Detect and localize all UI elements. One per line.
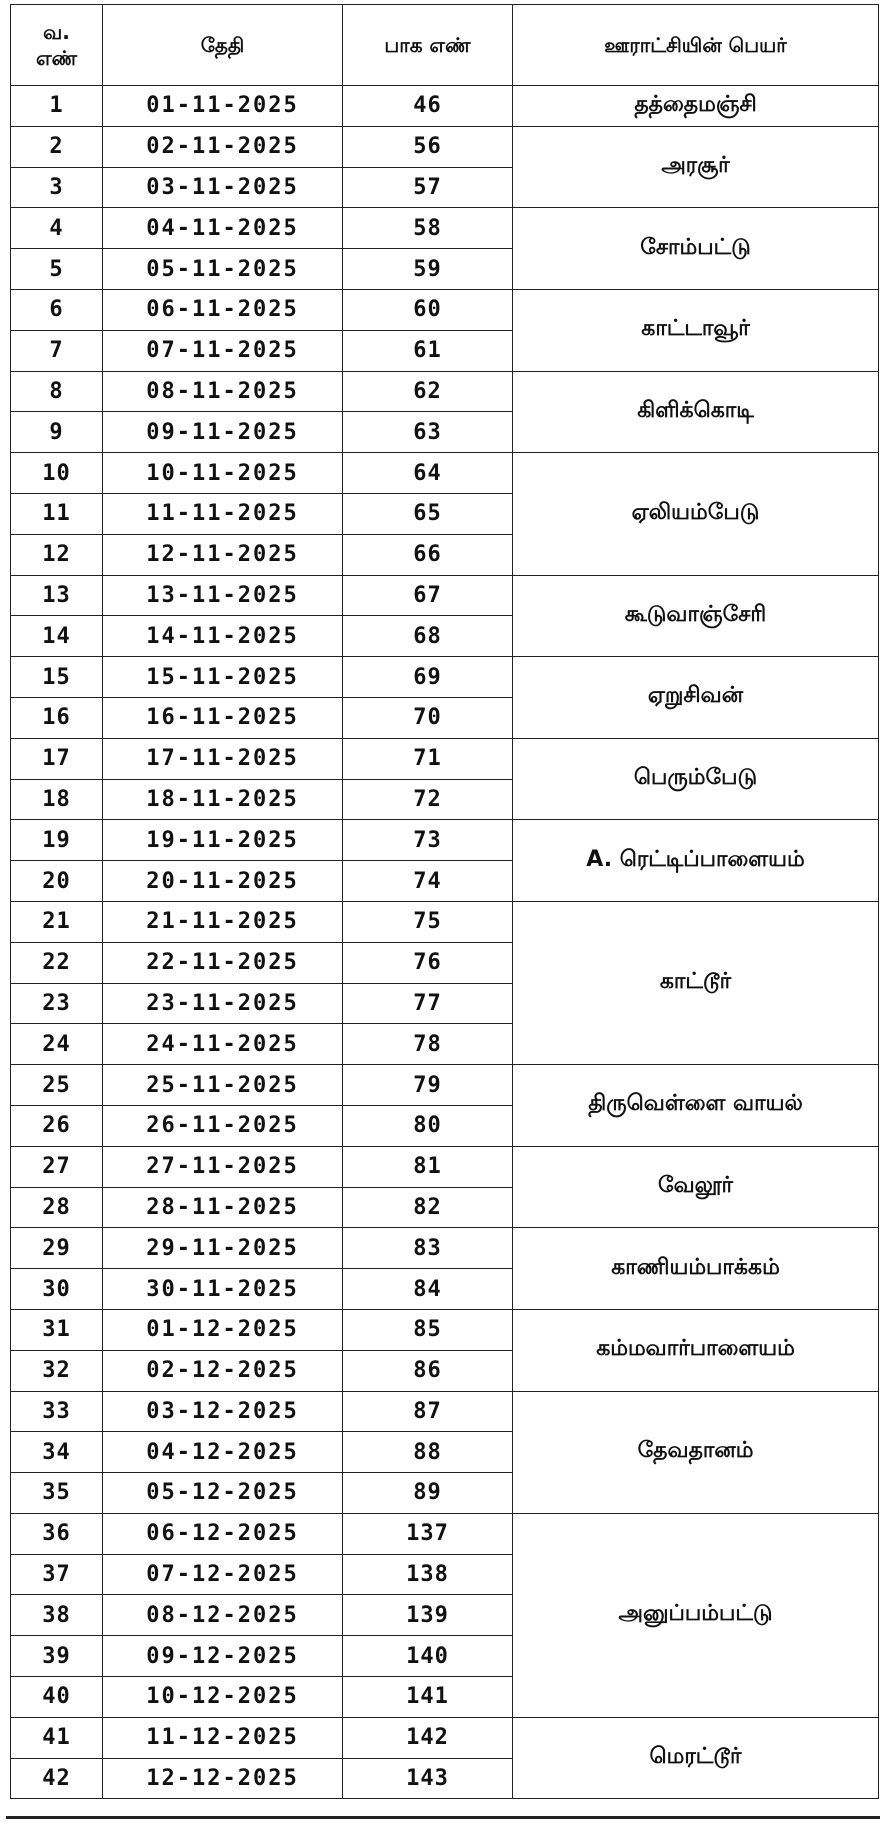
serial-number-cell: 37 [11, 1554, 103, 1595]
table-row [11, 86, 879, 127]
table-row [11, 126, 879, 167]
table-row [11, 1309, 879, 1350]
panchayat-name-cell: அனுப்பம்பட்டு [513, 1513, 879, 1717]
serial-number-cell: 28 [11, 1187, 103, 1228]
serial-number-cell: 22 [11, 942, 103, 983]
date-cell: 05-11-2025 [103, 249, 343, 290]
part-number-cell: 75 [343, 901, 513, 942]
date-cell: 13-11-2025 [103, 575, 343, 616]
date-cell: 24-11-2025 [103, 1024, 343, 1065]
part-number-cell: 142 [343, 1717, 513, 1758]
header-part-number: பாக எண் [343, 5, 513, 86]
serial-number-cell: 13 [11, 575, 103, 616]
serial-number-cell: 24 [11, 1024, 103, 1065]
serial-number-cell: 5 [11, 249, 103, 290]
panchayat-name-cell: A. ரெட்டிப்பாளையம் [513, 820, 879, 902]
part-number-cell: 139 [343, 1595, 513, 1636]
date-cell: 10-11-2025 [103, 453, 343, 494]
serial-number-cell: 10 [11, 453, 103, 494]
serial-number-cell: 21 [11, 901, 103, 942]
part-number-cell: 57 [343, 167, 513, 208]
table-row [11, 1146, 879, 1187]
date-cell: 25-11-2025 [103, 1065, 343, 1106]
date-cell: 03-11-2025 [103, 167, 343, 208]
part-number-cell: 63 [343, 412, 513, 453]
part-number-cell: 68 [343, 616, 513, 657]
panchayat-name-cell: காட்டூர் [513, 901, 879, 1064]
date-cell: 10-12-2025 [103, 1677, 343, 1718]
part-number-cell: 72 [343, 779, 513, 820]
part-number-cell: 79 [343, 1065, 513, 1106]
panchayat-name-cell: அரசூர் [513, 126, 879, 208]
part-number-cell: 60 [343, 289, 513, 330]
header-date: தேதி [103, 5, 343, 86]
part-number-cell: 66 [343, 534, 513, 575]
part-number-cell: 73 [343, 820, 513, 861]
date-cell: 04-12-2025 [103, 1432, 343, 1473]
panchayat-name-cell: சோம்பட்டு [513, 208, 879, 290]
panchayat-name-cell: தேவதானம் [513, 1391, 879, 1513]
serial-number-cell: 41 [11, 1717, 103, 1758]
table-header [11, 5, 879, 86]
header-panchayat-name: ஊராட்சியின் பெயர் [513, 5, 879, 86]
serial-number-cell: 12 [11, 534, 103, 575]
part-number-cell: 141 [343, 1677, 513, 1718]
serial-number-cell: 30 [11, 1269, 103, 1310]
serial-number-cell: 38 [11, 1595, 103, 1636]
part-number-cell: 74 [343, 861, 513, 902]
part-number-cell: 89 [343, 1473, 513, 1514]
panchayat-name-cell: கூடுவாஞ்சேரி [513, 575, 879, 657]
date-cell: 08-12-2025 [103, 1595, 343, 1636]
date-cell: 02-12-2025 [103, 1350, 343, 1391]
date-cell: 04-11-2025 [103, 208, 343, 249]
part-number-cell: 137 [343, 1513, 513, 1554]
date-cell: 12-11-2025 [103, 534, 343, 575]
date-cell: 28-11-2025 [103, 1187, 343, 1228]
serial-number-cell: 32 [11, 1350, 103, 1391]
panchayat-name-cell: கம்மவார்பாளையம் [513, 1309, 879, 1391]
schedule-table [10, 4, 879, 1799]
date-cell: 12-12-2025 [103, 1758, 343, 1799]
serial-number-cell: 15 [11, 657, 103, 698]
date-cell: 17-11-2025 [103, 738, 343, 779]
bottom-divider [6, 1816, 880, 1819]
date-cell: 29-11-2025 [103, 1228, 343, 1269]
part-number-cell: 61 [343, 330, 513, 371]
date-cell: 08-11-2025 [103, 371, 343, 412]
date-cell: 18-11-2025 [103, 779, 343, 820]
serial-number-cell: 1 [11, 86, 103, 127]
date-cell: 22-11-2025 [103, 942, 343, 983]
date-cell: 11-12-2025 [103, 1717, 343, 1758]
serial-number-cell: 4 [11, 208, 103, 249]
panchayat-name-cell: ஏலியம்பேடு [513, 453, 879, 575]
table-row [11, 738, 879, 779]
part-number-cell: 67 [343, 575, 513, 616]
serial-number-cell: 35 [11, 1473, 103, 1514]
part-number-cell: 86 [343, 1350, 513, 1391]
date-cell: 09-12-2025 [103, 1636, 343, 1677]
table-body [11, 86, 879, 1799]
serial-number-cell: 20 [11, 861, 103, 902]
serial-number-cell: 18 [11, 779, 103, 820]
serial-number-cell: 9 [11, 412, 103, 453]
date-cell: 05-12-2025 [103, 1473, 343, 1514]
date-cell: 07-12-2025 [103, 1554, 343, 1595]
part-number-cell: 69 [343, 657, 513, 698]
date-cell: 15-11-2025 [103, 657, 343, 698]
serial-number-cell: 17 [11, 738, 103, 779]
part-number-cell: 140 [343, 1636, 513, 1677]
date-cell: 01-12-2025 [103, 1309, 343, 1350]
serial-number-cell: 40 [11, 1677, 103, 1718]
part-number-cell: 70 [343, 697, 513, 738]
date-cell: 03-12-2025 [103, 1391, 343, 1432]
part-number-cell: 83 [343, 1228, 513, 1269]
serial-number-cell: 19 [11, 820, 103, 861]
serial-number-cell: 16 [11, 697, 103, 738]
table-row [11, 901, 879, 942]
serial-number-cell: 23 [11, 983, 103, 1024]
table-row [11, 1391, 879, 1432]
date-cell: 21-11-2025 [103, 901, 343, 942]
serial-number-cell: 7 [11, 330, 103, 371]
part-number-cell: 78 [343, 1024, 513, 1065]
header-row [11, 5, 879, 86]
serial-number-cell: 33 [11, 1391, 103, 1432]
date-cell: 19-11-2025 [103, 820, 343, 861]
date-cell: 27-11-2025 [103, 1146, 343, 1187]
panchayat-name-cell: ஏறுசிவன் [513, 657, 879, 739]
date-cell: 30-11-2025 [103, 1269, 343, 1310]
part-number-cell: 143 [343, 1758, 513, 1799]
serial-number-cell: 14 [11, 616, 103, 657]
date-cell: 06-11-2025 [103, 289, 343, 330]
table-row [11, 289, 879, 330]
date-cell: 16-11-2025 [103, 697, 343, 738]
panchayat-name-cell: கிளிக்கொடி [513, 371, 879, 453]
panchayat-name-cell: வேலூர் [513, 1146, 879, 1228]
panchayat-name-cell: தத்தைமஞ்சி [513, 86, 879, 127]
part-number-cell: 62 [343, 371, 513, 412]
part-number-cell: 77 [343, 983, 513, 1024]
date-cell: 09-11-2025 [103, 412, 343, 453]
part-number-cell: 65 [343, 493, 513, 534]
panchayat-name-cell: திருவெள்ளை வாயல் [513, 1065, 879, 1147]
part-number-cell: 84 [343, 1269, 513, 1310]
panchayat-name-cell: காணியம்பாக்கம் [513, 1228, 879, 1310]
date-cell: 23-11-2025 [103, 983, 343, 1024]
panchayat-name-cell: காட்டாவூர் [513, 289, 879, 371]
serial-number-cell: 27 [11, 1146, 103, 1187]
part-number-cell: 58 [343, 208, 513, 249]
part-number-cell: 138 [343, 1554, 513, 1595]
date-cell: 20-11-2025 [103, 861, 343, 902]
date-cell: 14-11-2025 [103, 616, 343, 657]
part-number-cell: 88 [343, 1432, 513, 1473]
date-cell: 06-12-2025 [103, 1513, 343, 1554]
serial-number-cell: 31 [11, 1309, 103, 1350]
serial-number-cell: 2 [11, 126, 103, 167]
part-number-cell: 85 [343, 1309, 513, 1350]
table-row [11, 1513, 879, 1554]
date-cell: 07-11-2025 [103, 330, 343, 371]
table-row [11, 208, 879, 249]
part-number-cell: 64 [343, 453, 513, 494]
table-row [11, 1717, 879, 1758]
part-number-cell: 71 [343, 738, 513, 779]
serial-number-cell: 8 [11, 371, 103, 412]
table-row [11, 1065, 879, 1106]
part-number-cell: 76 [343, 942, 513, 983]
part-number-cell: 87 [343, 1391, 513, 1432]
table-row [11, 1228, 879, 1269]
serial-number-cell: 25 [11, 1065, 103, 1106]
header-serial-line1: வ. [43, 20, 70, 44]
serial-number-cell: 26 [11, 1105, 103, 1146]
date-cell: 01-11-2025 [103, 86, 343, 127]
table-row [11, 453, 879, 494]
header-serial-line2: எண் [35, 46, 78, 70]
serial-number-cell: 11 [11, 493, 103, 534]
part-number-cell: 81 [343, 1146, 513, 1187]
serial-number-cell: 36 [11, 1513, 103, 1554]
serial-number-cell: 29 [11, 1228, 103, 1269]
table-row [11, 371, 879, 412]
date-cell: 26-11-2025 [103, 1105, 343, 1146]
table-row [11, 820, 879, 861]
table-row [11, 657, 879, 698]
part-number-cell: 56 [343, 126, 513, 167]
part-number-cell: 80 [343, 1105, 513, 1146]
serial-number-cell: 3 [11, 167, 103, 208]
serial-number-cell: 39 [11, 1636, 103, 1677]
part-number-cell: 82 [343, 1187, 513, 1228]
serial-number-cell: 42 [11, 1758, 103, 1799]
date-cell: 11-11-2025 [103, 493, 343, 534]
serial-number-cell: 34 [11, 1432, 103, 1473]
table-row [11, 575, 879, 616]
panchayat-name-cell: பெரும்பேடு [513, 738, 879, 820]
date-cell: 02-11-2025 [103, 126, 343, 167]
part-number-cell: 59 [343, 249, 513, 290]
header-serial-number [11, 5, 103, 86]
serial-number-cell: 6 [11, 289, 103, 330]
panchayat-name-cell: மெரட்டூர் [513, 1717, 879, 1799]
part-number-cell: 46 [343, 86, 513, 127]
